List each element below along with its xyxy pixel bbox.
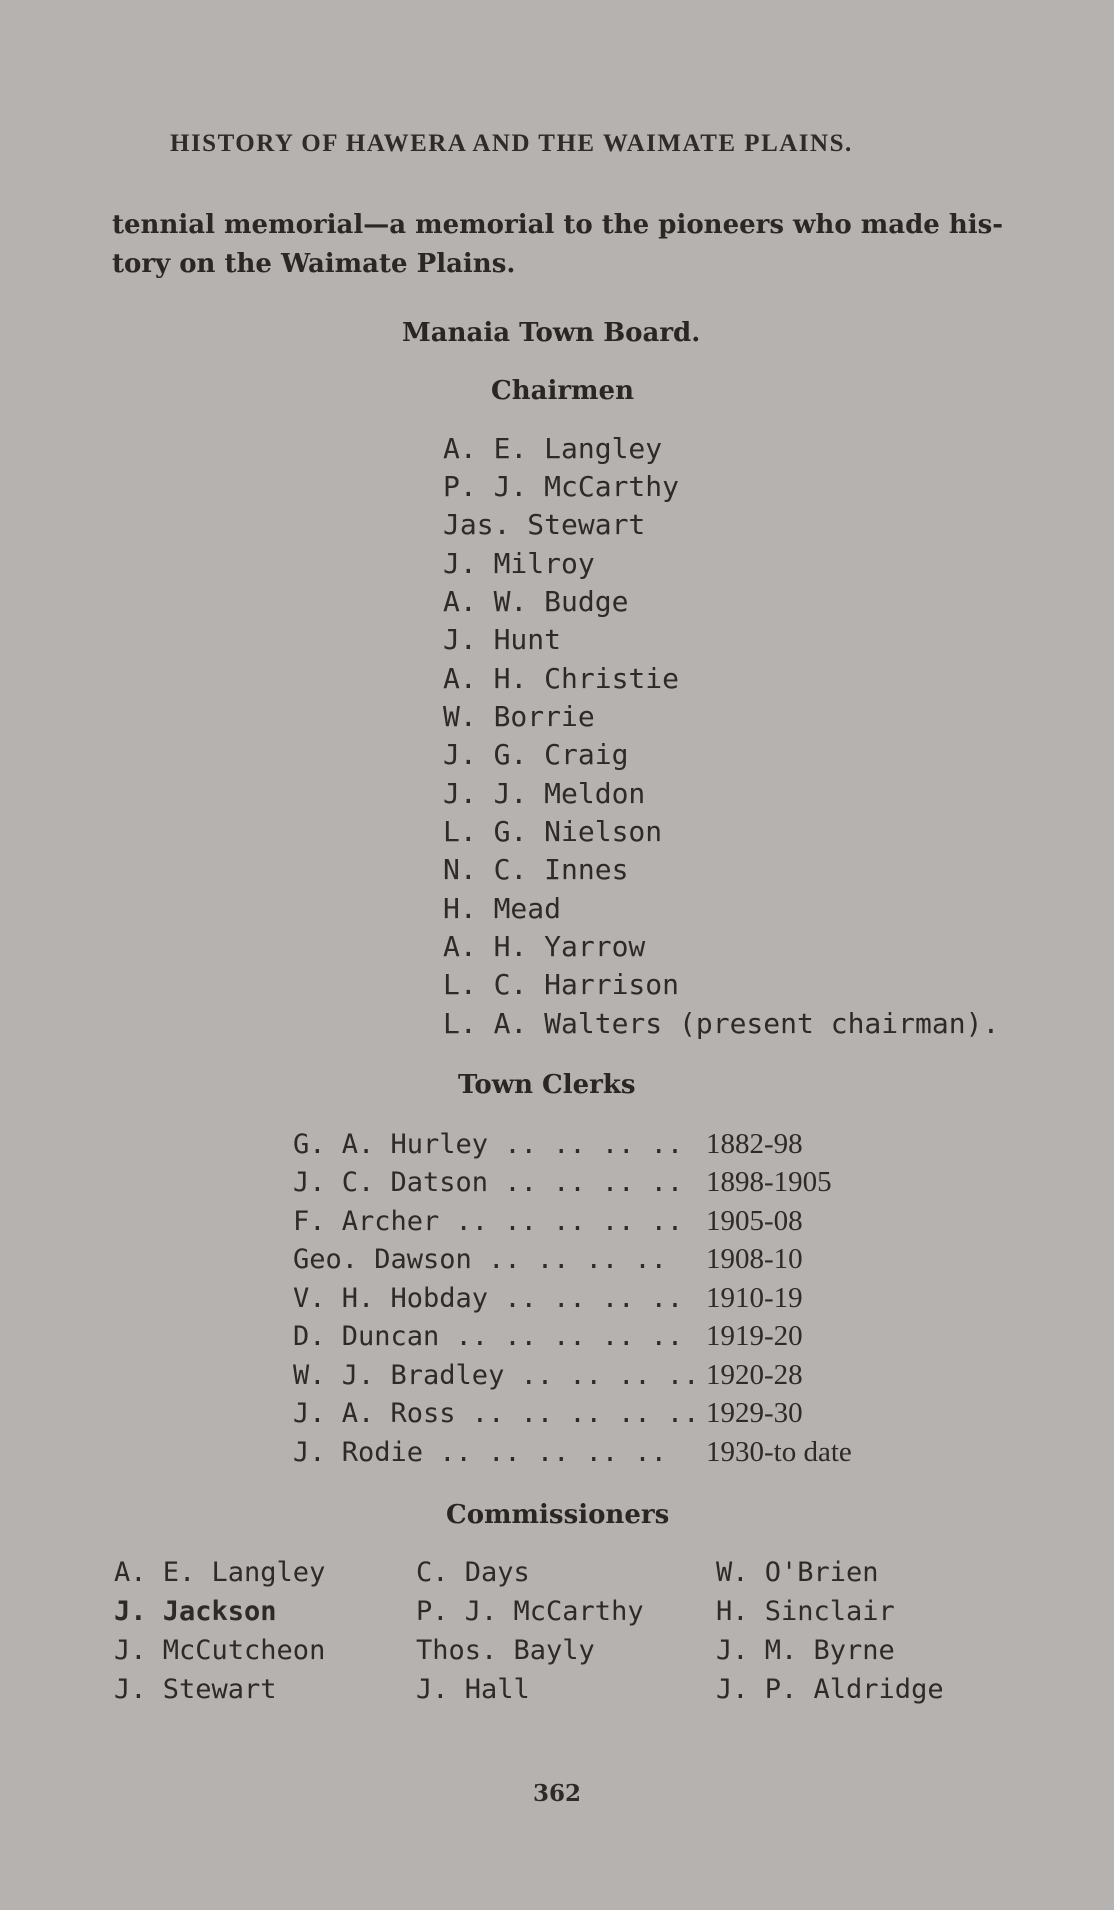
clerk-years: 1898-1905 bbox=[706, 1166, 832, 1198]
chairman-name: A. H. Christie bbox=[443, 662, 680, 695]
chairman-name: L. A. Walters (present chairman). bbox=[443, 1007, 1000, 1040]
chairman-name: H. Mead bbox=[443, 892, 562, 925]
chairman-name: J. Hunt bbox=[443, 623, 562, 656]
chairman-name: L. C. Harrison bbox=[443, 968, 680, 1001]
clerk-name: G. A. Hurley .. .. .. .. bbox=[293, 1129, 684, 1160]
commissioner-name: J. McCutcheon bbox=[114, 1635, 326, 1666]
chairman-name: N. C. Innes bbox=[443, 853, 629, 886]
commissioner-name: J. P. Aldridge bbox=[716, 1674, 944, 1705]
clerk-name: J. A. Ross .. .. .. .. .. bbox=[293, 1398, 700, 1429]
commissioner-name: J. M. Byrne bbox=[716, 1635, 895, 1666]
clerk-name: J. Rodie .. .. .. .. .. bbox=[293, 1437, 667, 1468]
clerk-years: 1920-28 bbox=[706, 1359, 803, 1391]
commissioner-name: A. E. Langley bbox=[114, 1557, 326, 1588]
clerk-years: 1910-19 bbox=[706, 1282, 803, 1314]
clerk-years: 1919-20 bbox=[706, 1320, 803, 1352]
chairman-name: J. G. Craig bbox=[443, 738, 629, 771]
chairman-name: J. J. Meldon bbox=[443, 777, 646, 810]
chairman-name: W. Borrie bbox=[443, 700, 595, 733]
clerk-name: Geo. Dawson .. .. .. .. bbox=[293, 1244, 667, 1275]
town-clerks-heading: Town Clerks bbox=[458, 1070, 636, 1100]
chairman-name: J. Milroy bbox=[443, 547, 595, 580]
body-text-line-1: tennial memorial—a memorial to the pioneers who made his- bbox=[112, 210, 1004, 240]
chairman-name: A. H. Yarrow bbox=[443, 930, 646, 963]
clerk-years: 1905-08 bbox=[706, 1205, 803, 1237]
clerk-name: F. Archer .. .. .. .. .. bbox=[293, 1206, 684, 1237]
chairman-name: Jas. Stewart bbox=[443, 508, 646, 541]
section-title: Manaia Town Board. bbox=[402, 318, 701, 348]
clerk-name: W. J. Bradley .. .. .. .. bbox=[293, 1360, 700, 1391]
body-text-line-2: tory on the Waimate Plains. bbox=[112, 249, 516, 279]
commissioner-name: J. Jackson bbox=[114, 1596, 277, 1627]
clerk-years: 1929-30 bbox=[706, 1397, 803, 1429]
clerk-name: J. C. Datson .. .. .. .. bbox=[293, 1167, 684, 1198]
clerk-name: D. Duncan .. .. .. .. .. bbox=[293, 1321, 684, 1352]
running-head: HISTORY OF HAWERA AND THE WAIMATE PLAINS. bbox=[170, 130, 853, 157]
commissioner-name: C. Days bbox=[416, 1557, 530, 1588]
clerk-years: 1908-10 bbox=[706, 1243, 803, 1275]
commissioner-name: P. J. McCarthy bbox=[416, 1596, 644, 1627]
chairmen-heading: Chairmen bbox=[491, 376, 634, 406]
commissioner-name: H. Sinclair bbox=[716, 1596, 895, 1627]
chairman-name: A. W. Budge bbox=[443, 585, 629, 618]
commissioner-name: W. O'Brien bbox=[716, 1557, 879, 1588]
commissioners-heading: Commissioners bbox=[446, 1500, 670, 1530]
clerk-name: V. H. Hobday .. .. .. .. bbox=[293, 1283, 684, 1314]
clerk-years: 1930-to date bbox=[706, 1436, 852, 1468]
commissioner-name: Thos. Bayly bbox=[416, 1635, 595, 1666]
commissioner-name: J. Stewart bbox=[114, 1674, 277, 1705]
page-number: 362 bbox=[532, 1780, 581, 1807]
chairman-name: A. E. Langley bbox=[443, 432, 663, 465]
chairman-name: L. G. Nielson bbox=[443, 815, 663, 848]
clerk-years: 1882-98 bbox=[706, 1128, 803, 1160]
commissioner-name: J. Hall bbox=[416, 1674, 530, 1705]
chairman-name: P. J. McCarthy bbox=[443, 470, 680, 503]
